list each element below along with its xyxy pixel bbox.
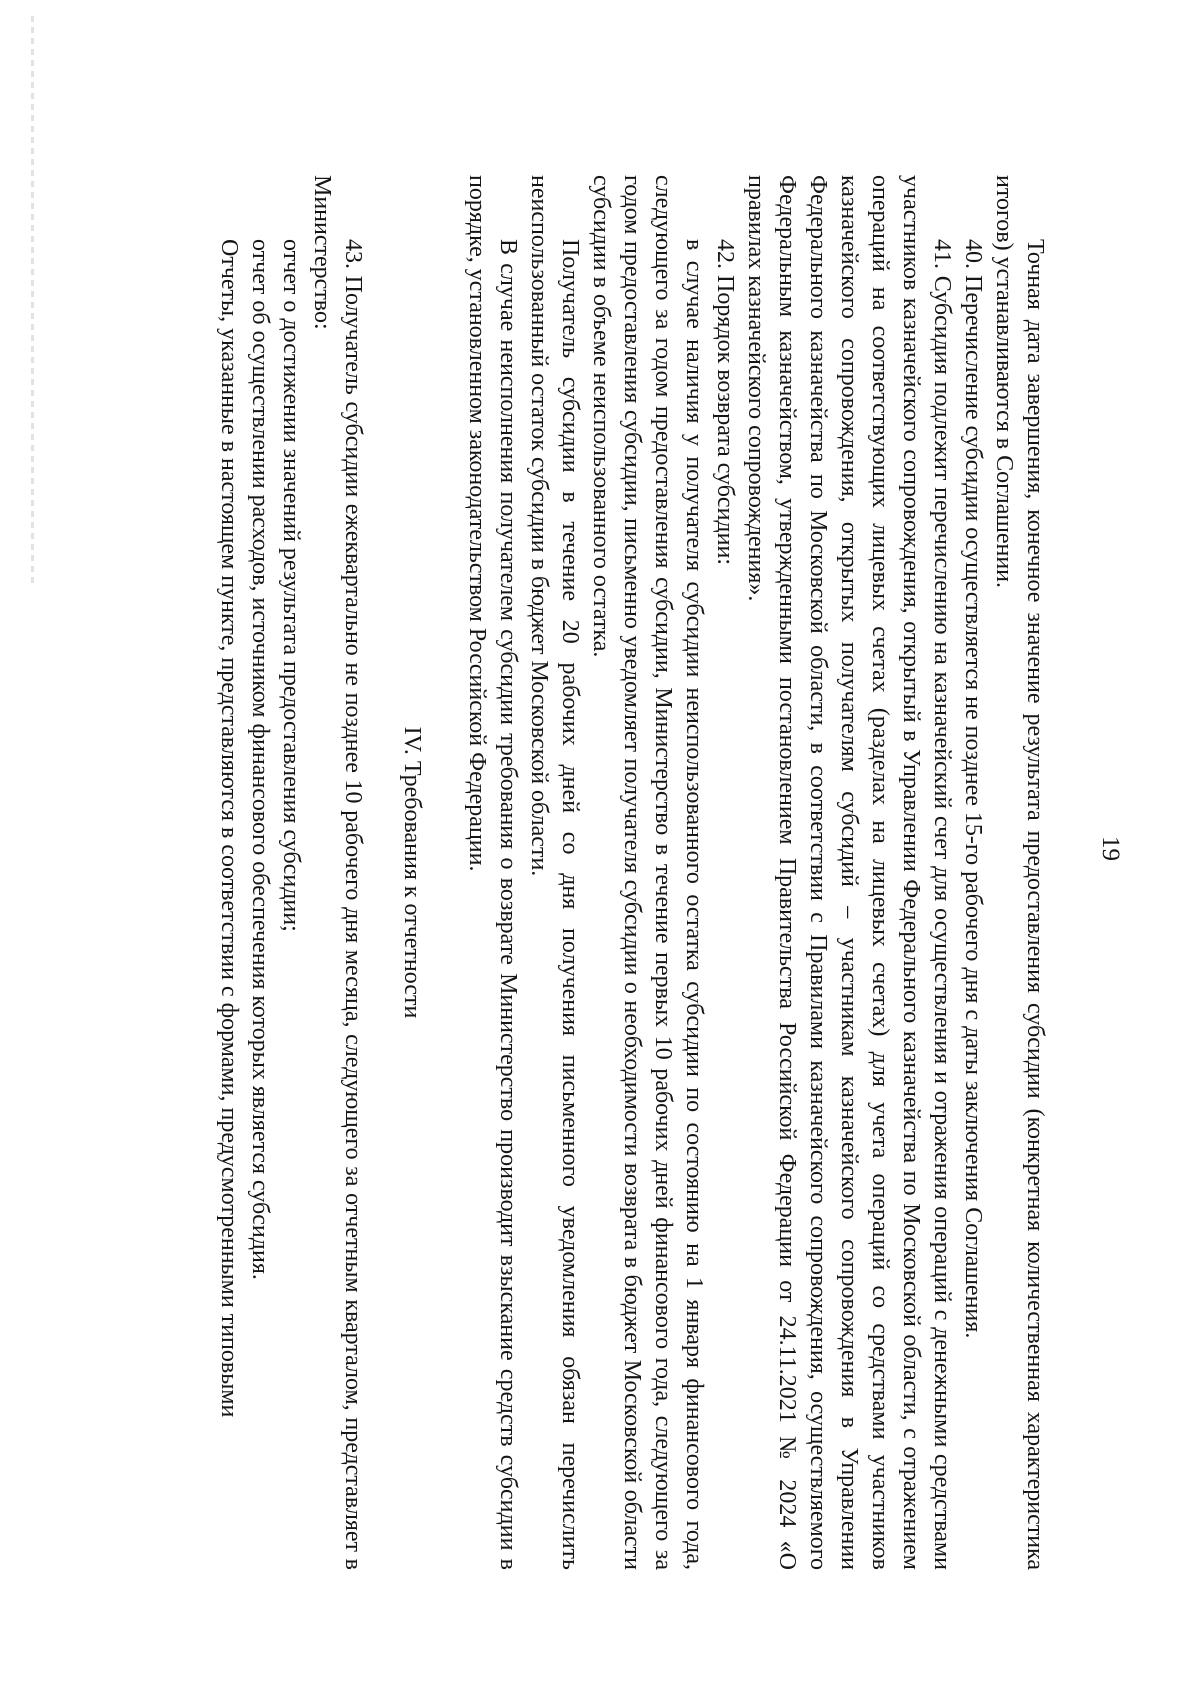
paragraph-40: 40. Перечисление субсидии осуществляется не позднее 15-го рабочего дня с даты заключения Соглашения. <box>960 239 986 1339</box>
paragraph-43: 43. Получатель субсидии ежеквартально не позднее 10 рабочего дня месяца, следующего за отчетным кварталом, представляет в Министерство: <box>309 175 366 1570</box>
page-number: 19 <box>1097 836 1124 861</box>
paragraph-report-forms: Отчеты, указанные в настоящем пункте, представляются в соответствии с формами, предусмотренными типовыми <box>216 239 242 1418</box>
list-item-results-report: отчет о достижении значений результата предоставления субсидии; <box>278 239 304 932</box>
list-item-expenses-report: отчет об осуществлении расходов, источником финансового обеспечения которых является субсидия. <box>247 239 273 1280</box>
section-heading: IV. Требования к отчетности <box>399 726 425 1019</box>
paragraph-42-recovery: В случае неисполнения получателем субсидии требования о возврате Министерство производит взыскание средств субсидии в порядке, установленном законодательством Российской Федерации. <box>464 175 521 1570</box>
scan-artifact <box>31 16 34 586</box>
document-body <box>213 175 1050 1570</box>
paragraph-42: 42. Порядок возврата субсидии: <box>712 239 738 565</box>
paragraph-result-date: Точная дата завершения, конечное значение результата предоставления субсидии (конкретная количественная характеристика итогов) устанавливаются в Соглашении. <box>991 175 1048 1570</box>
paragraph-41: 41. Субсидия подлежит перечислению на казначейский счет для осуществления и отражения операций с денежными средствами участников казначейского сопровождения, открытый в Управлении Федерального казначейства по Московской области, с отражением операций на соответствующих лицевых счетах (разделах на лицевых счетах) для учета операций со средствами участников казначейского сопровождения, открытых получателям субсидий – участникам казначейского сопровождения в Управлении Федерального казначейства по Московской области, в соответствии с Правилами казначейского сопровождения, осуществляемого Федеральным казначейством, утвержденными постановлением Правительства Российской Федерации от 24.11.2021 № 2024 «О правилах казначейского сопровождения». <box>743 175 955 1570</box>
paragraph-42-transfer: Получатель субсидии в течение 20 рабочих дней со дня получения письменного уведомления обязан перечислить неиспользованный остаток субсидии в бюджет Московской области. <box>526 175 583 1570</box>
paragraph-42-remainder: в случае наличия у получателя субсидии неиспользованного остатка субсидии по состоянию на 1 января финансового года, следующего за годом предоставления субсидии, Министерство в течение первых 10 рабочих дней финансового года, следующего за годом предоставления субсидии, письменно уведомляет получателя субсидии о необходимости возврата в бюджет Московской области субсидии в объеме неиспользованного остатка. <box>588 175 707 1570</box>
